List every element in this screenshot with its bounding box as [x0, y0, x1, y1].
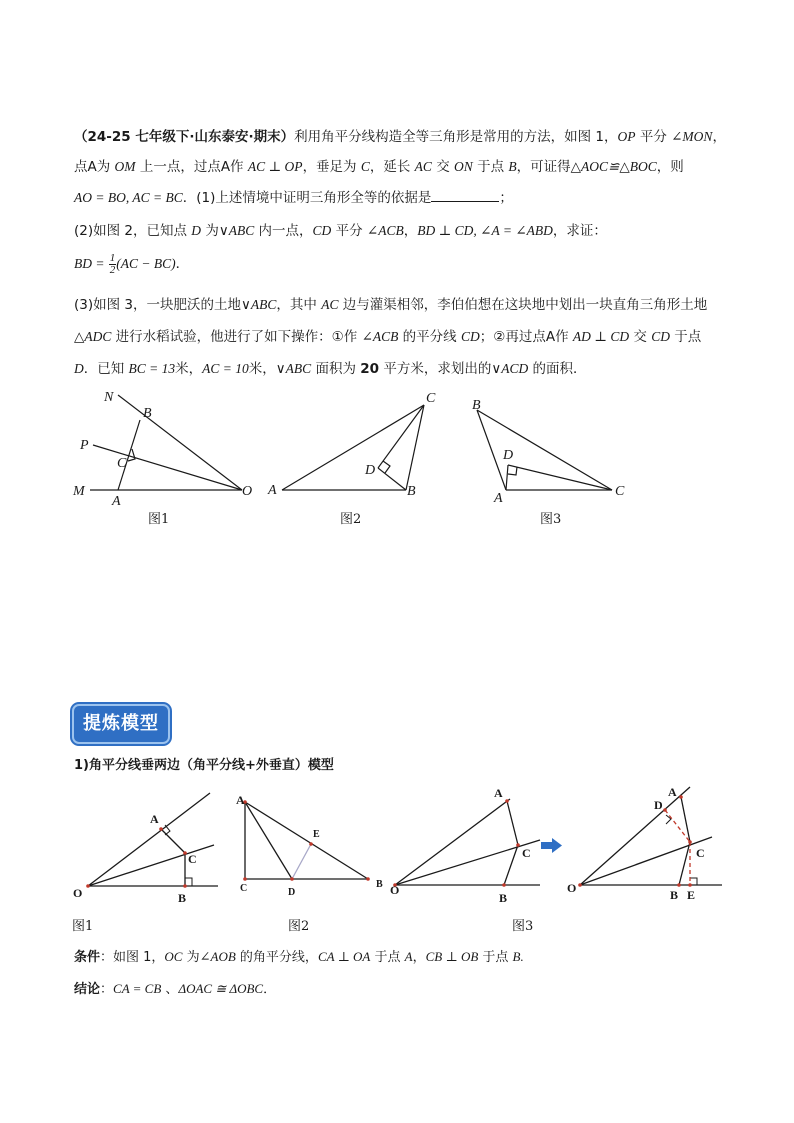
text: 边与灌渠相邻，李伯伯想在这块地中划出一块直角三角形土地 [338, 297, 708, 313]
math: CB ⊥ OB [425, 949, 479, 964]
m4-label-B: B [670, 888, 679, 902]
problem-figures [0, 385, 794, 535]
math: B [508, 159, 517, 174]
m1-segment-AC [161, 829, 185, 853]
problem-line-7 [74, 328, 701, 346]
m1-label-O: O [73, 886, 83, 900]
fig1-segment-AB [118, 420, 140, 490]
problem-line-2 [74, 158, 684, 176]
m4-point-B [677, 883, 681, 887]
m4-label-A: A [668, 785, 677, 799]
model-caption-3: 图3 [512, 919, 534, 934]
text: 上一点，过点A作 [135, 159, 248, 175]
m2-label-A: A [236, 793, 245, 807]
text: 平分 [331, 223, 367, 239]
fig2-label-A: A [268, 483, 277, 498]
m2-label-D: D [288, 887, 296, 898]
math: BC = 13 [128, 361, 176, 376]
text: ，可证得 [516, 159, 571, 175]
math: AC [414, 159, 432, 174]
math: (AC − BC) [116, 256, 176, 271]
text: 为 [182, 950, 200, 965]
m4-point-E [688, 883, 692, 887]
m4-label-O: O [567, 881, 577, 895]
m2-point-C [243, 877, 247, 881]
problem-line-3 [74, 188, 513, 207]
m2-label-C: C [240, 883, 248, 894]
m3-label-O: O [390, 883, 400, 897]
text: ： [100, 982, 114, 997]
text: ． [263, 982, 277, 997]
text: ，延长 [369, 159, 415, 175]
fig1-label-P: P [80, 438, 89, 453]
text: 交 [431, 159, 455, 175]
m2-label-B: B [376, 879, 383, 890]
text: (2)如图 2，已知点 [74, 223, 192, 239]
fig1-label-C: C [117, 456, 127, 471]
text: 于点 [370, 950, 405, 965]
math: A [404, 949, 413, 964]
m3-ray-OA [395, 799, 510, 885]
figure-caption-2: 图2 [340, 512, 362, 527]
problem-line-8 [74, 360, 587, 378]
math: AC ⊥ OP [247, 159, 303, 174]
math: C [360, 159, 370, 174]
problem-source: （24-25 七年级下·山东泰安·期末） [74, 129, 295, 145]
fig1-label-O: O [242, 484, 253, 499]
fig1-ray-ON [118, 395, 242, 490]
math: AO = BO, AC = BC [74, 190, 183, 205]
model-figures [0, 785, 794, 910]
math: CD [651, 329, 670, 344]
problem-line-6 [74, 296, 707, 314]
math: ∠ACB [366, 223, 404, 238]
m3-label-C: C [522, 846, 531, 860]
text: ，求证： [552, 223, 607, 239]
text: ， [712, 129, 726, 145]
math: CA ⊥ OA [317, 949, 371, 964]
text: ，则 [656, 159, 684, 175]
m1-point-O [86, 884, 90, 888]
fig1-ray-OP [93, 445, 242, 490]
conclusion-line [74, 980, 276, 999]
m2-side-AB [245, 802, 368, 879]
arrow-right-icon [541, 838, 562, 853]
text: 平分 [635, 129, 672, 145]
text: ．(1)上述情境中证明三角形全等的依据是 [182, 190, 432, 206]
math: △ADC [74, 329, 112, 344]
text: ． [175, 256, 190, 272]
text: 米， [175, 361, 203, 377]
condition-line [74, 948, 524, 967]
text: 于点 [478, 950, 513, 965]
m4-point-C [688, 840, 692, 844]
text: 于点 [669, 329, 702, 345]
conclusion-label: 结论 [74, 982, 101, 997]
number: 20 [360, 361, 380, 377]
m4-label-E: E [687, 888, 696, 902]
m1-label-B: B [178, 891, 187, 905]
math: ∨ABC [275, 361, 312, 376]
model-caption-2: 图2 [288, 919, 310, 934]
m4-ray-OA [580, 787, 690, 885]
math: △AOC≌△BOC [570, 159, 657, 174]
text: ； [499, 190, 513, 206]
m2-point-D [290, 877, 294, 881]
text: ；②再过点A作 [479, 329, 573, 345]
text: ， [403, 223, 418, 239]
fig2-label-C: C [426, 391, 436, 406]
m4-point-A [679, 795, 683, 799]
figure-caption-3: 图3 [540, 512, 562, 527]
section-badge: 提炼模型 [72, 704, 170, 744]
m2-segment-AD [245, 802, 292, 879]
fig3-segment-DC [508, 465, 612, 490]
m1-ray-OA [88, 793, 210, 886]
text: 、 [161, 982, 179, 997]
m3-point-B [502, 883, 506, 887]
fig2-segment-DB [378, 468, 406, 490]
math: ΔOAC ≅ ΔOBC [178, 981, 264, 996]
text: 的平分线 [398, 329, 461, 345]
math: ∠MON [671, 129, 713, 144]
math: D [74, 361, 84, 376]
m3-point-C [516, 843, 520, 847]
m2-point-E [309, 842, 313, 846]
fig3-label-B: B [472, 398, 481, 413]
text: 平方米，求划出的 [379, 361, 492, 377]
fig3-label-D: D [503, 448, 514, 463]
fig3-label-A: A [494, 491, 503, 506]
m1-point-C [183, 851, 187, 855]
math: B. [512, 949, 524, 964]
math: CD [312, 223, 332, 238]
model-caption-1: 图1 [72, 919, 94, 934]
text: 于点 [472, 159, 509, 175]
math: OC [164, 949, 183, 964]
text: ：如图 1， [100, 950, 165, 965]
math: AC = 10 [202, 361, 249, 376]
fig1-label-N: N [104, 390, 114, 405]
math: CD [460, 329, 480, 344]
text: ．已知 [83, 361, 129, 377]
math: D [191, 223, 202, 238]
math: BD = [74, 256, 105, 271]
text: 利用角平分线构造全等三角形是常用的方法，如图 1， [294, 129, 618, 145]
m4-segment-AC [681, 797, 690, 842]
fig3-right-angle-mark [508, 467, 517, 475]
math: ON [454, 159, 473, 174]
m4-point-O [578, 883, 582, 887]
denominator: 2 [109, 263, 116, 276]
m2-segment-DE [292, 844, 311, 879]
text: 内一点， [254, 223, 313, 239]
math: OM [114, 159, 136, 174]
text: 交 [629, 329, 652, 345]
figure-caption-1: 图1 [148, 512, 170, 527]
m3-label-A: A [494, 786, 503, 800]
fig1-label-A: A [112, 494, 121, 509]
fig3-label-C: C [615, 484, 625, 499]
fig2-label-B: B [407, 484, 416, 499]
math: CA = CB [113, 981, 162, 996]
m1-label-A: A [150, 812, 159, 826]
text: 面积为 [311, 361, 361, 377]
fig2-label-D: D [365, 463, 376, 478]
m3-point-A [505, 799, 509, 803]
text: 的面积． [528, 361, 587, 377]
fig1-label-M: M [73, 484, 85, 499]
fig3-segment-AD [506, 465, 508, 490]
math: ∨ABC [241, 297, 277, 312]
m4-label-D: D [654, 798, 663, 812]
fig3-side-BC [477, 410, 612, 490]
math: BD ⊥ CD, ∠A = ∠ABD [417, 223, 553, 238]
m2-label-E: E [313, 829, 320, 840]
text: 米， [248, 361, 276, 377]
m3-segment-AC [507, 801, 518, 845]
m4-point-D [663, 808, 667, 812]
text: 点A为 [74, 159, 115, 175]
model-title: 1)角平分线垂两边（角平分线+外垂直）模型 [74, 758, 334, 773]
m1-point-B [183, 884, 187, 888]
m1-label-C: C [188, 852, 197, 866]
m2-point-B [366, 877, 370, 881]
text: 进行水稻试验，他进行了如下操作：①作 [111, 329, 362, 345]
text: 的角平分线， [235, 950, 318, 965]
math: OP [617, 129, 636, 144]
math: ∨ABC [218, 223, 255, 238]
fig2-right-angle-mark [383, 461, 390, 473]
math: ∠AOB [199, 949, 236, 964]
text: ，垂足为 [302, 159, 361, 175]
text: 为 [201, 223, 219, 239]
text: (3)如图 3，一块肥沃的土地 [74, 297, 242, 313]
problem-line-5 [74, 251, 189, 277]
condition-label: 条件 [74, 950, 101, 965]
math: AD ⊥ CD [572, 329, 630, 344]
m1-point-A [159, 827, 163, 831]
text: ， [412, 950, 426, 965]
problem-line-1 [74, 128, 726, 146]
m3-label-B: B [499, 891, 508, 905]
fig1-label-B: B [143, 406, 152, 421]
math: ∠ACB [361, 329, 399, 344]
numerator: 1 [109, 251, 116, 264]
text: ，其中 [276, 297, 322, 313]
m4-label-C: C [696, 846, 705, 860]
problem-line-4 [74, 222, 607, 240]
answer-blank[interactable] [431, 188, 499, 202]
fig3-side-BA [477, 410, 506, 490]
math: AC [321, 297, 339, 312]
fig2-side-AC [282, 405, 424, 490]
math: ∨ACD [491, 361, 529, 376]
